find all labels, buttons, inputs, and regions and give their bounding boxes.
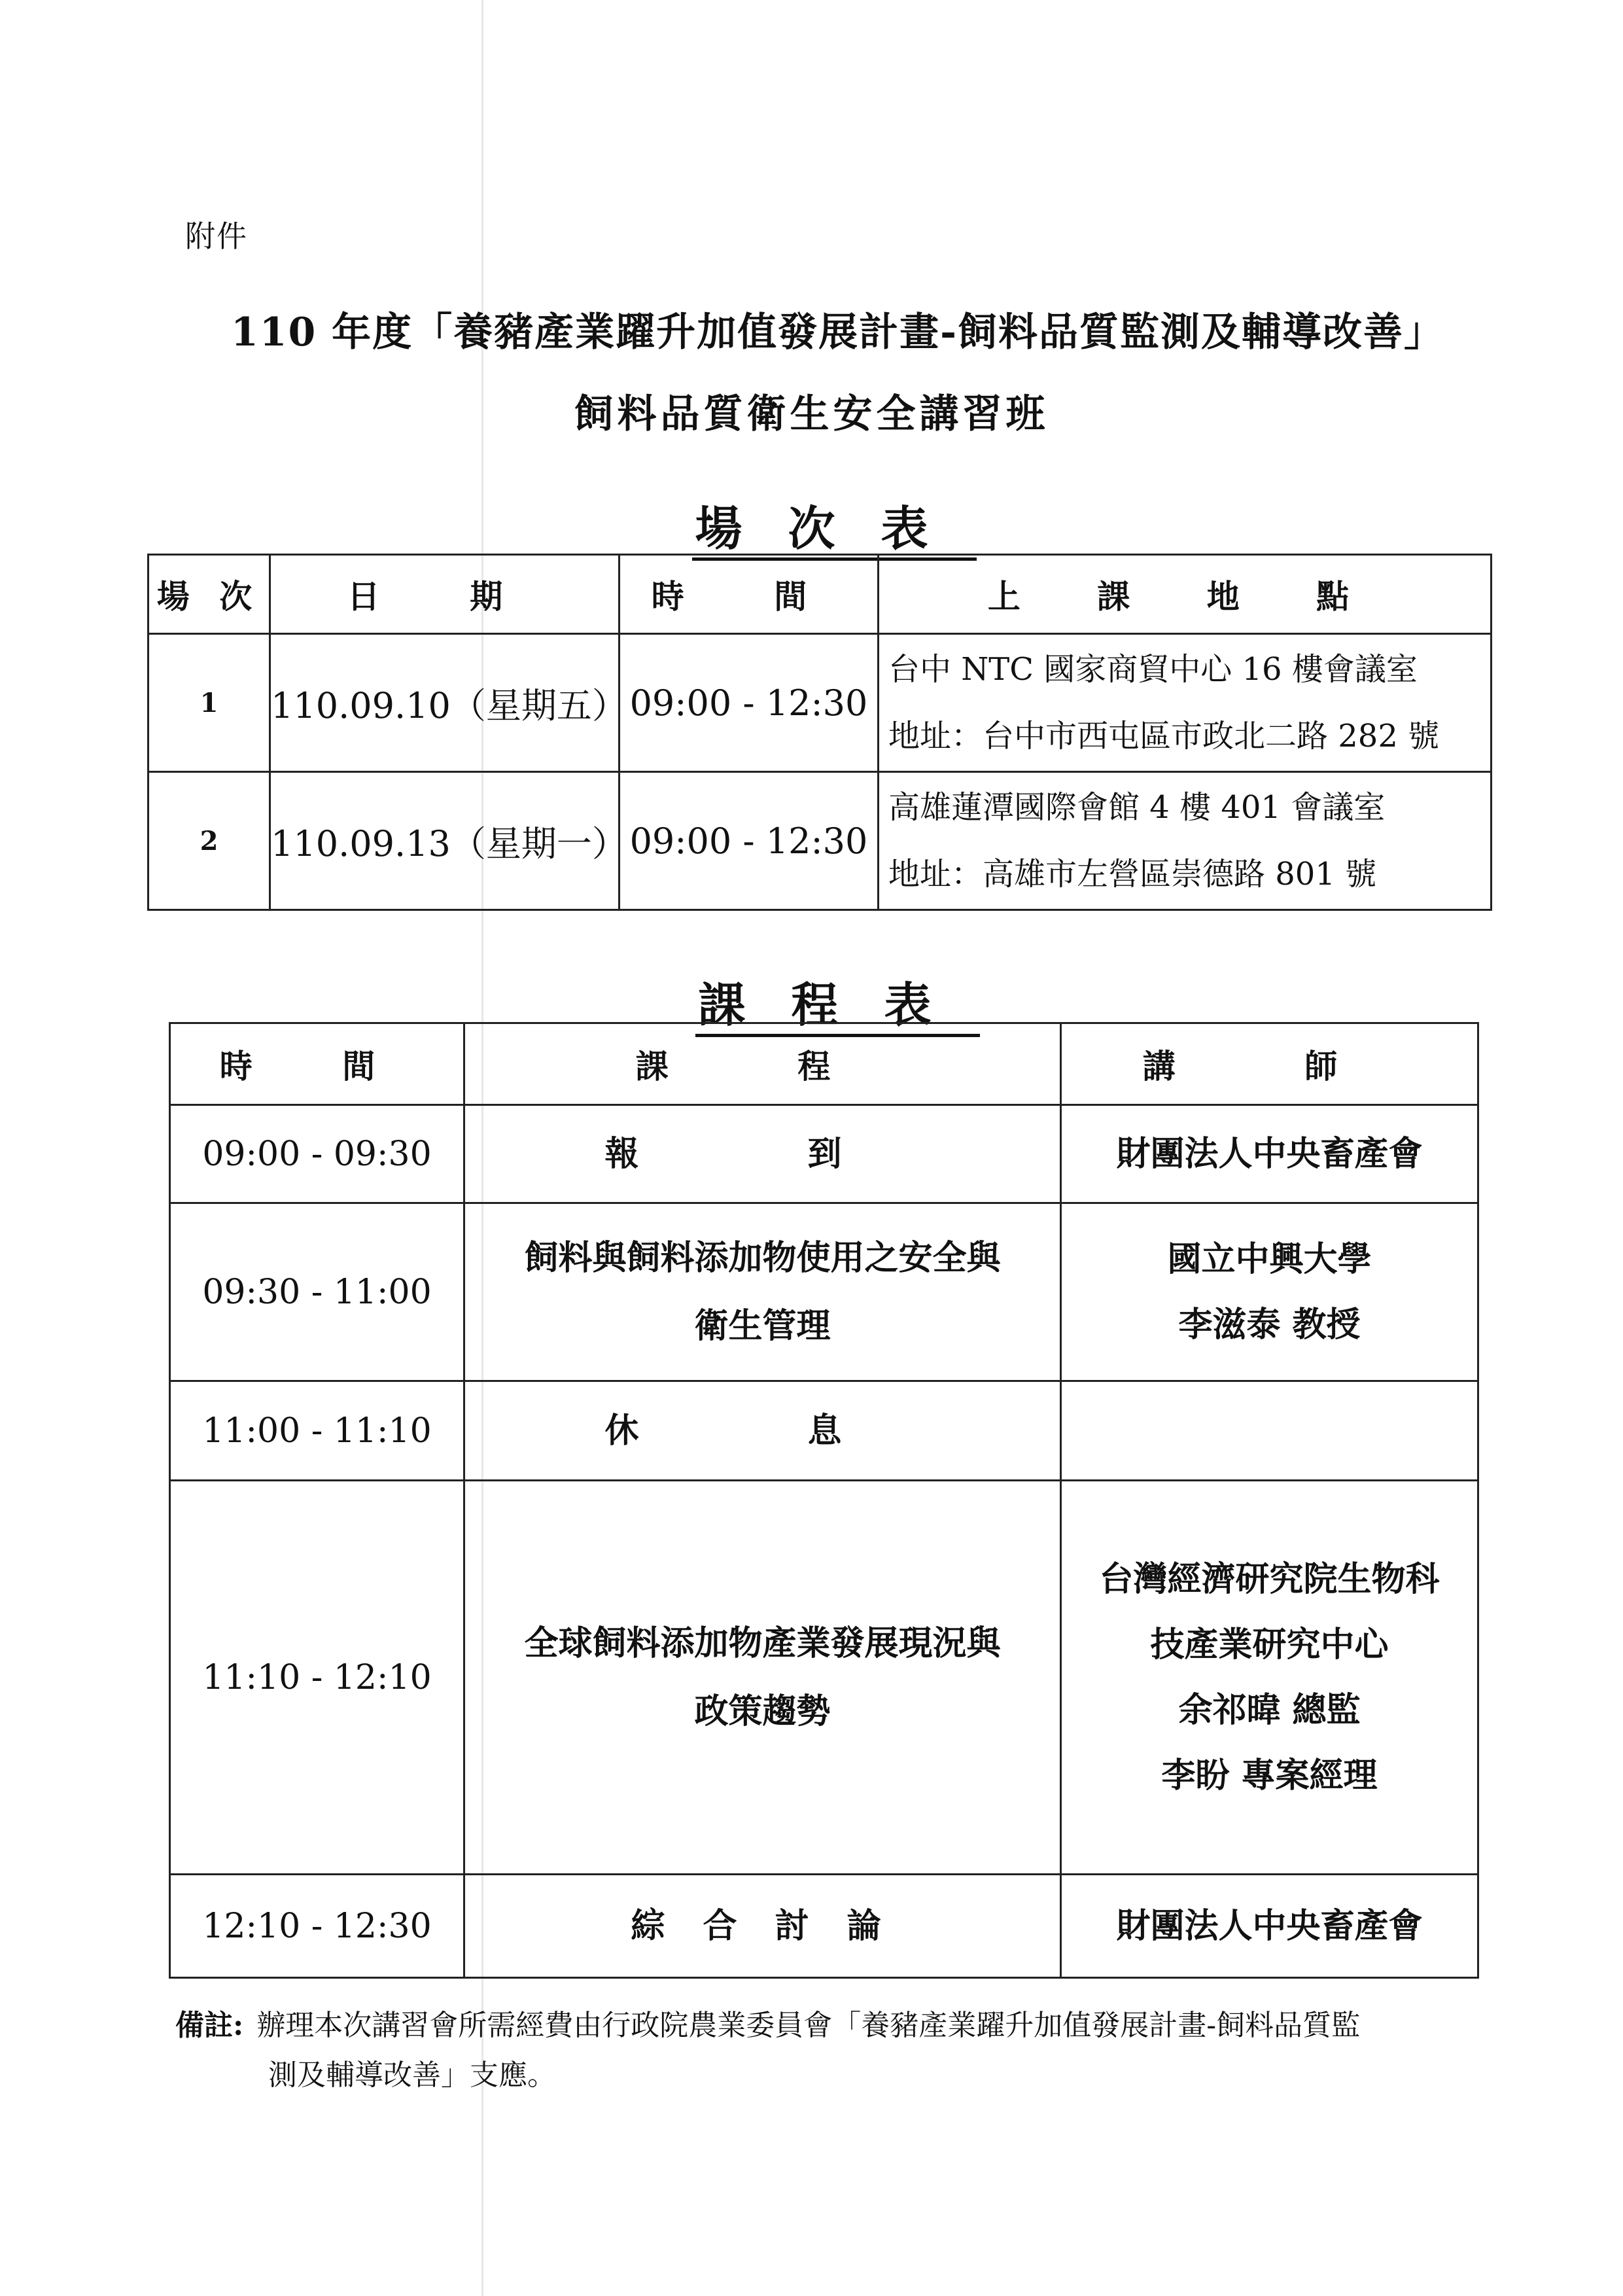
header-course-name: 課 程 [464, 1023, 1061, 1105]
course-speaker-line: 余祁暐 總監 [1178, 1689, 1361, 1730]
course-speaker-cell [1061, 1381, 1478, 1481]
course-name-line: 全球飼料添加物產業發展現況與 [524, 1623, 1001, 1663]
course-speaker-line: 李盼 專案經理 [1161, 1755, 1378, 1795]
footnote-text: 辦理本次講習會所需經費由行政院農業委員會「養豬產業躍升加值發展計畫-飼料品質監 [256, 2009, 1361, 2042]
course-speaker-cell [1061, 1203, 1478, 1381]
session-venue-cell [879, 634, 1492, 772]
session-address: 地址：高雄市左營區崇德路 801 號 [888, 856, 1377, 892]
course-name-cell [464, 1875, 1061, 1978]
course-name-cell [464, 1381, 1061, 1481]
course-row [170, 1105, 1478, 1203]
course-speaker-cell [1061, 1875, 1478, 1978]
course-speaker-line: 台灣經濟研究院生物科 [1099, 1559, 1440, 1599]
course-speaker-line: 李滋泰 教授 [1178, 1304, 1361, 1345]
header-course-time: 時 間 [170, 1023, 464, 1105]
course-name-line: 政策趨勢 [694, 1691, 831, 1731]
course-speaker-line: 技產業研究中心 [1150, 1624, 1389, 1665]
course-row [170, 1481, 1478, 1875]
sessions-table [147, 554, 1492, 911]
footnote-line [175, 2001, 1360, 2051]
session-number: 2 [148, 772, 270, 910]
course-speaker-line: 財團法人中央畜產會 [1116, 1133, 1423, 1174]
session-time: 09:00 - 12:30 [620, 634, 879, 772]
course-speaker-line: 國立中興大學 [1167, 1239, 1372, 1279]
session-row [148, 634, 1492, 772]
header-session-no: 場 次 [148, 555, 270, 634]
course-row [170, 1875, 1478, 1978]
sessions-header-row [148, 555, 1492, 634]
session-time: 09:00 - 12:30 [620, 772, 879, 910]
header-date: 日 期 [270, 555, 620, 634]
course-speaker-cell [1061, 1105, 1478, 1203]
course-speaker-line: 財團法人中央畜產會 [1116, 1905, 1423, 1946]
sessions-heading: 場次表 [0, 491, 1623, 559]
session-address: 地址：台中市西屯區市政北二路 282 號 [888, 718, 1440, 754]
course-time: 11:00 - 11:10 [170, 1381, 464, 1481]
course-time: 09:30 - 11:00 [170, 1203, 464, 1381]
session-date: 110.09.10（星期五） [270, 634, 620, 772]
course-time: 09:00 - 09:30 [170, 1105, 464, 1203]
document-title: 110 年度「養豬產業躍升加值發展計畫-飼料品質監測及輔導改善」 [230, 309, 1445, 355]
course-table [169, 1022, 1479, 1979]
footnote [175, 2001, 1360, 2100]
session-venue-cell [879, 772, 1492, 910]
session-venue: 台中 NTC 國家商貿中心 16 樓會議室 [888, 651, 1418, 688]
course-row [170, 1381, 1478, 1481]
course-time: 11:10 - 12:10 [170, 1481, 464, 1875]
document-subtitle: 飼料品質衛生安全講習班 [574, 391, 1049, 437]
course-time: 12:10 - 12:30 [170, 1875, 464, 1978]
course-name-cell [464, 1203, 1061, 1381]
footnote-line: 測及輔導改善」支應。 [268, 2058, 556, 2092]
course-row [170, 1203, 1478, 1381]
attachment-label: 附件 [185, 219, 248, 254]
course-name-line: 報 到 [604, 1133, 920, 1174]
course-name-line: 綜 合 討 論 [631, 1905, 894, 1946]
course-name-line: 飼料與飼料添加物使用之安全與 [524, 1237, 1001, 1278]
session-date: 110.09.13（星期一） [270, 772, 620, 910]
course-name-line: 休 息 [604, 1410, 920, 1451]
header-venue: 上 課 地 點 [879, 555, 1492, 634]
header-time: 時 間 [620, 555, 879, 634]
course-name-cell [464, 1481, 1061, 1875]
course-name-line: 衛生管理 [694, 1305, 831, 1346]
course-header-row [170, 1023, 1478, 1105]
course-name-cell [464, 1105, 1061, 1203]
course-speaker-cell [1061, 1481, 1478, 1875]
course-heading: 課程表 [3, 967, 1623, 1035]
session-row [148, 772, 1492, 910]
session-number: 1 [148, 634, 270, 772]
header-course-speaker: 講 師 [1061, 1023, 1478, 1105]
session-venue: 高雄蓮潭國際會館 4 樓 401 會議室 [888, 789, 1386, 826]
footnote-label: 備註: [175, 2009, 244, 2042]
